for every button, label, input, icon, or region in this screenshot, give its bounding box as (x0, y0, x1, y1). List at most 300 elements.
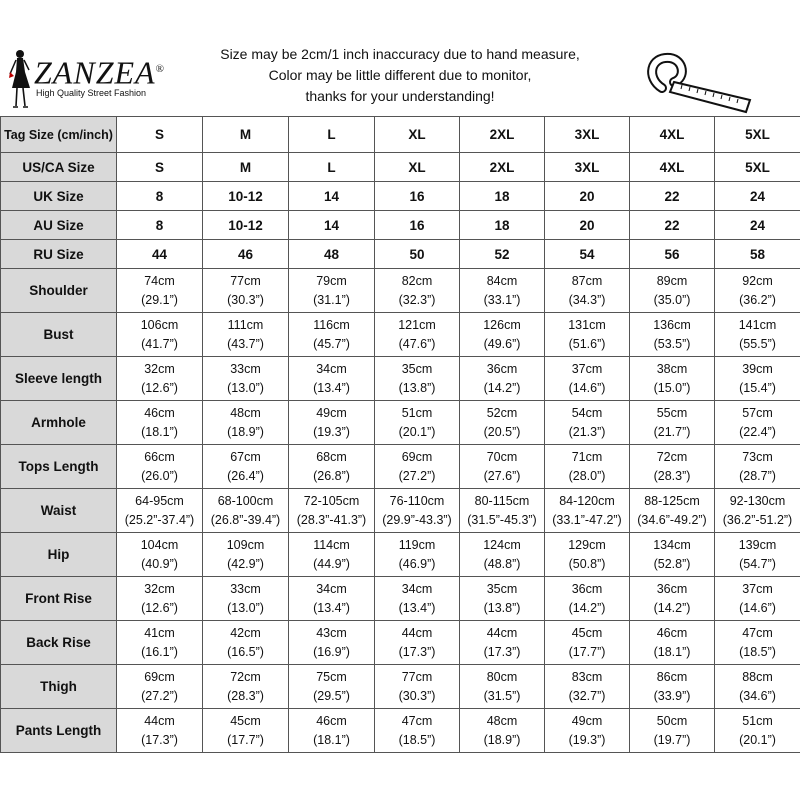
inch-value: (31.1”) (313, 292, 350, 307)
size-cell: 18 (460, 211, 545, 240)
cm-value: 48cm (230, 405, 261, 420)
size-cell: 52 (460, 240, 545, 269)
inch-value: (16.1”) (141, 644, 178, 659)
cm-value: 121cm (398, 317, 436, 332)
size-cell: S (117, 153, 203, 182)
measurement-row (1, 709, 800, 753)
cm-value: 49cm (571, 713, 603, 728)
inch-value: (35.0”) (653, 292, 691, 307)
row-label: Sleeve length (1, 357, 117, 401)
measurement-cell (545, 269, 630, 313)
measurement-cell (375, 269, 460, 313)
measurement-row (1, 357, 800, 401)
measurement-cell (289, 709, 375, 753)
inch-value: (50.8”) (568, 556, 606, 571)
size-cell: 50 (375, 240, 460, 269)
inch-value: (18.5”) (398, 732, 436, 747)
measurement-cell (715, 621, 800, 665)
cm-value: 134cm (653, 537, 691, 552)
row-label: Bust (1, 313, 117, 357)
measurement-cell (460, 445, 545, 489)
inch-value: (12.6”) (141, 600, 178, 615)
size-system-row (1, 117, 800, 153)
size-cell: 56 (630, 240, 715, 269)
inch-value: (13.4”) (313, 600, 350, 615)
cm-value: 43cm (316, 625, 347, 640)
inch-value: (15.4”) (739, 380, 776, 395)
cm-value: 39cm (742, 361, 773, 376)
inch-value: (31.5”) (483, 688, 521, 703)
brand-logo (4, 42, 174, 116)
size-cell: 14 (289, 211, 375, 240)
cm-value: 51cm (401, 405, 433, 420)
notice-line: thanks for your understanding! (305, 88, 495, 104)
inch-value: (36.2”) (739, 292, 776, 307)
brand-wordmark: ZANZEA® (34, 54, 165, 91)
measurement-cell (715, 533, 800, 577)
inch-value: (41.7”) (141, 336, 178, 351)
measurement-row (1, 621, 800, 665)
cm-value: 129cm (568, 537, 606, 552)
measurement-cell (117, 665, 203, 709)
cm-value: 64-95cm (135, 493, 184, 508)
cm-value: 119cm (398, 537, 436, 552)
inch-value: (34.3”) (568, 292, 606, 307)
cm-value: 69cm (144, 669, 175, 684)
measurement-cell (203, 621, 289, 665)
cm-value: 34cm (401, 581, 433, 596)
measurement-cell (375, 445, 460, 489)
size-system-row (1, 211, 800, 240)
measurement-cell (203, 401, 289, 445)
cm-value: 83cm (571, 669, 603, 684)
cm-value: 47cm (742, 625, 773, 640)
cm-value: 124cm (483, 537, 521, 552)
cm-value: 92-130cm (729, 493, 786, 508)
measurement-cell (117, 577, 203, 621)
cm-value: 79cm (316, 273, 347, 288)
inch-value: (17.3”) (141, 732, 178, 747)
inch-value: (13.8”) (398, 380, 436, 395)
cm-value: 41cm (144, 625, 175, 640)
inch-value: (14.2”) (483, 380, 521, 395)
inch-value: (18.9”) (227, 424, 264, 439)
measurement-cell (460, 577, 545, 621)
cm-value: 44cm (486, 625, 518, 640)
measurement-cell (545, 709, 630, 753)
size-cell: 46 (203, 240, 289, 269)
size-cell: 5XL (715, 117, 800, 153)
inch-value: (29.9”-43.3”) (382, 512, 452, 527)
cm-value: 45cm (230, 713, 261, 728)
inch-value: (55.5”) (739, 336, 776, 351)
measurement-row (1, 313, 800, 357)
inch-value: (27.6”) (483, 468, 521, 483)
cm-value: 57cm (742, 405, 773, 420)
inch-value: (26.0”) (141, 468, 178, 483)
cm-value: 82cm (401, 273, 433, 288)
cm-value: 72-105cm (303, 493, 360, 508)
inch-value: (13.4”) (398, 600, 436, 615)
inch-value: (40.9”) (141, 556, 178, 571)
measurement-cell (630, 489, 715, 533)
inch-value: (33.1”-47.2”) (552, 512, 622, 527)
inch-value: (26.8”-39.4”) (210, 512, 281, 527)
cm-value: 141cm (738, 317, 777, 332)
inch-value: (17.3”) (398, 644, 436, 659)
inch-value: (18.1”) (313, 732, 350, 747)
size-cell: 18 (460, 182, 545, 211)
measurement-cell (460, 401, 545, 445)
cm-value: 111cm (227, 317, 264, 332)
measurement-cell (715, 577, 800, 621)
row-label: AU Size (1, 211, 117, 240)
measurement-cell (545, 533, 630, 577)
inch-value: (14.6”) (568, 380, 606, 395)
inch-value: (30.3”) (398, 688, 436, 703)
cm-value: 71cm (571, 449, 603, 464)
size-cell: 10-12 (203, 211, 289, 240)
tape-measure-icon (640, 48, 760, 114)
row-label: Tag Size (cm/inch) (1, 117, 117, 153)
inch-value: (25.2”-37.4”) (124, 512, 195, 527)
measurement-cell (715, 357, 800, 401)
cm-value: 67cm (230, 449, 261, 464)
measurement-cell (630, 313, 715, 357)
cm-value: 48cm (486, 713, 518, 728)
cm-value: 32cm (144, 581, 175, 596)
inch-value: (18.9”) (483, 732, 521, 747)
measurement-cell (460, 357, 545, 401)
cm-value: 45cm (571, 625, 603, 640)
cm-value: 69cm (401, 449, 433, 464)
inch-value: (34.6”-49.2”) (637, 512, 707, 527)
inch-value: (36.2”-51.2”) (722, 512, 793, 527)
cm-value: 52cm (486, 405, 518, 420)
row-label: Thigh (1, 665, 117, 709)
size-cell: 4XL (630, 153, 715, 182)
measurement-cell (460, 313, 545, 357)
measurement-cell (203, 489, 289, 533)
inch-value: (28.3”) (227, 688, 264, 703)
inch-value: (17.7”) (568, 644, 606, 659)
cm-value: 66cm (144, 449, 175, 464)
measurement-cell (203, 665, 289, 709)
inch-value: (47.6”) (398, 336, 436, 351)
notice-line: Color may be little different due to monitor, (268, 67, 532, 83)
size-cell: 8 (117, 211, 203, 240)
brand-tagline: High Quality Street Fashion (36, 88, 147, 98)
measurement-cell (289, 269, 375, 313)
cm-value: 77cm (230, 273, 261, 288)
inch-value: (13.4”) (313, 380, 350, 395)
inch-value: (19.3”) (568, 732, 606, 747)
measurement-row (1, 577, 800, 621)
inch-value: (18.5”) (739, 644, 776, 659)
measurement-cell (460, 489, 545, 533)
measurement-cell (545, 577, 630, 621)
size-cell: 58 (715, 240, 800, 269)
cm-value: 73cm (742, 449, 773, 464)
inch-value: (17.7”) (227, 732, 264, 747)
measurement-cell (289, 313, 375, 357)
cm-value: 87cm (571, 273, 603, 288)
cm-value: 54cm (571, 405, 603, 420)
row-label: US/CA Size (1, 153, 117, 182)
size-cell: 22 (630, 211, 715, 240)
row-label: Armhole (1, 401, 117, 445)
measurement-cell (460, 709, 545, 753)
measurement-cell (630, 357, 715, 401)
size-cell: 20 (545, 211, 630, 240)
cm-value: 74cm (144, 273, 175, 288)
cm-value: 46cm (144, 405, 175, 420)
size-system-row (1, 182, 800, 211)
inch-value: (14.6”) (739, 600, 776, 615)
inch-value: (43.7”) (227, 336, 264, 351)
cm-value: 37cm (571, 361, 603, 376)
cm-value: 42cm (230, 625, 261, 640)
size-cell: 44 (117, 240, 203, 269)
cm-value: 88cm (742, 669, 773, 684)
inch-value: (22.4”) (739, 424, 776, 439)
cm-value: 126cm (483, 317, 521, 332)
row-label: RU Size (1, 240, 117, 269)
inch-value: (13.0”) (227, 380, 264, 395)
measurement-cell (715, 445, 800, 489)
cm-value: 136cm (653, 317, 691, 332)
measurement-cell (545, 665, 630, 709)
measurement-cell (117, 533, 203, 577)
row-label: Shoulder (1, 269, 117, 313)
measurement-cell (630, 709, 715, 753)
size-cell: 2XL (460, 153, 545, 182)
measurement-cell (289, 577, 375, 621)
size-cell: 24 (715, 182, 800, 211)
inch-value: (18.1”) (653, 644, 691, 659)
inch-value: (20.1”) (739, 732, 776, 747)
cm-value: 75cm (316, 669, 347, 684)
cm-value: 49cm (316, 405, 347, 420)
inch-value: (20.1”) (398, 424, 436, 439)
cm-value: 68cm (316, 449, 347, 464)
cm-value: 84-120cm (559, 493, 615, 508)
measurement-cell (289, 665, 375, 709)
size-cell: 48 (289, 240, 375, 269)
measurement-cell (460, 621, 545, 665)
measurement-row (1, 533, 800, 577)
measurement-row (1, 401, 800, 445)
size-cell: 3XL (545, 117, 630, 153)
inch-value: (27.2”) (398, 468, 436, 483)
measurement-cell (375, 489, 460, 533)
cm-value: 109cm (226, 537, 265, 552)
cm-value: 72cm (230, 669, 261, 684)
measurement-cell (375, 401, 460, 445)
row-label: Tops Length (1, 445, 117, 489)
cm-value: 36cm (486, 361, 518, 376)
measurement-cell (545, 445, 630, 489)
cm-value: 114cm (313, 537, 350, 552)
measurement-row (1, 489, 800, 533)
size-cell: 5XL (715, 153, 800, 182)
inch-value: (44.9”) (313, 556, 350, 571)
inch-value: (27.2”) (141, 688, 178, 703)
cm-value: 36cm (571, 581, 603, 596)
measurement-cell (715, 401, 800, 445)
measurement-cell (545, 621, 630, 665)
inch-value: (26.8”) (313, 468, 350, 483)
size-cell: 2XL (460, 117, 545, 153)
cm-value: 47cm (401, 713, 433, 728)
cm-value: 51cm (742, 713, 773, 728)
inch-value: (54.7”) (739, 556, 776, 571)
measurement-cell (715, 665, 800, 709)
cm-value: 84cm (486, 273, 518, 288)
cm-value: 38cm (656, 361, 688, 376)
cm-value: 104cm (140, 537, 179, 552)
measurement-row (1, 665, 800, 709)
cm-value: 72cm (656, 449, 688, 464)
cm-value: 80cm (486, 669, 518, 684)
cm-value: 44cm (144, 713, 175, 728)
size-cell: M (203, 117, 289, 153)
size-system-row (1, 240, 800, 269)
size-cell: L (289, 153, 375, 182)
cm-value: 77cm (401, 669, 433, 684)
inch-value: (33.9”) (653, 688, 691, 703)
measurement-cell (375, 357, 460, 401)
measurement-cell (289, 489, 375, 533)
measurement-cell (289, 357, 375, 401)
row-label: Hip (1, 533, 117, 577)
inch-value: (18.1”) (141, 424, 178, 439)
inch-value: (29.5”) (313, 688, 350, 703)
inch-value: (53.5”) (653, 336, 691, 351)
inch-value: (34.6”) (739, 688, 776, 703)
measurement-cell (117, 357, 203, 401)
inch-value: (12.6”) (141, 380, 178, 395)
cm-value: 46cm (316, 713, 347, 728)
measurement-cell (715, 313, 800, 357)
cm-value: 34cm (316, 581, 347, 596)
cm-value: 46cm (656, 625, 688, 640)
inch-value: (32.3”) (398, 292, 436, 307)
chart-header (0, 42, 800, 116)
cm-value: 70cm (486, 449, 518, 464)
cm-value: 33cm (230, 581, 261, 596)
cm-value: 55cm (656, 405, 688, 420)
inch-value: (14.2”) (568, 600, 606, 615)
size-table (0, 116, 800, 753)
cm-value: 106cm (140, 317, 179, 332)
measurement-cell (545, 489, 630, 533)
row-label: Back Rise (1, 621, 117, 665)
row-label: Pants Length (1, 709, 117, 753)
inch-value: (17.3”) (483, 644, 521, 659)
cm-value: 92cm (742, 273, 773, 288)
measurement-cell (630, 269, 715, 313)
row-label: Waist (1, 489, 117, 533)
row-label: UK Size (1, 182, 117, 211)
inch-value: (33.1”) (483, 292, 521, 307)
inch-value: (21.3”) (568, 424, 606, 439)
size-cell: 10-12 (203, 182, 289, 211)
inch-value: (19.3”) (313, 424, 350, 439)
measurement-cell (715, 709, 800, 753)
cm-value: 34cm (316, 361, 347, 376)
inch-value: (20.5”) (483, 424, 521, 439)
size-cell: 4XL (630, 117, 715, 153)
size-cell: 20 (545, 182, 630, 211)
cm-value: 36cm (656, 581, 688, 596)
cm-value: 116cm (313, 317, 350, 332)
inch-value: (16.5”) (227, 644, 264, 659)
size-cell: 8 (117, 182, 203, 211)
measurement-cell (460, 665, 545, 709)
inch-value: (15.0”) (653, 380, 691, 395)
inch-value: (46.9”) (398, 556, 436, 571)
cm-value: 35cm (486, 581, 518, 596)
cm-value: 89cm (656, 273, 688, 288)
inch-value: (26.4”) (227, 468, 264, 483)
cm-value: 35cm (401, 361, 433, 376)
inch-value: (19.7”) (653, 732, 691, 747)
measurement-cell (203, 357, 289, 401)
inch-value: (49.6”) (483, 336, 521, 351)
measurement-cell (545, 401, 630, 445)
measurement-cell (715, 269, 800, 313)
measurement-cell (545, 313, 630, 357)
measurement-notice (190, 44, 610, 107)
measurement-cell (203, 313, 289, 357)
measurement-cell (117, 621, 203, 665)
size-cell: XL (375, 153, 460, 182)
size-cell: XL (375, 117, 460, 153)
measurement-cell (460, 533, 545, 577)
inch-value: (21.7”) (653, 424, 691, 439)
inch-value: (29.1”) (141, 292, 178, 307)
inch-value: (28.3”-41.3”) (296, 512, 367, 527)
measurement-cell (117, 313, 203, 357)
measurement-row (1, 269, 800, 313)
size-system-row (1, 153, 800, 182)
measurement-cell (630, 665, 715, 709)
measurement-cell (203, 709, 289, 753)
cm-value: 80-115cm (474, 493, 530, 508)
size-cell: 14 (289, 182, 375, 211)
measurement-cell (630, 445, 715, 489)
size-cell: L (289, 117, 375, 153)
measurement-cell (289, 533, 375, 577)
row-label: Front Rise (1, 577, 117, 621)
measurement-cell (460, 269, 545, 313)
measurement-cell (375, 665, 460, 709)
inch-value: (13.0”) (227, 600, 264, 615)
measurement-cell (289, 445, 375, 489)
cm-value: 33cm (230, 361, 261, 376)
size-cell: 16 (375, 211, 460, 240)
measurement-cell (117, 489, 203, 533)
measurement-cell (630, 401, 715, 445)
size-cell: 54 (545, 240, 630, 269)
measurement-cell (203, 533, 289, 577)
inch-value: (31.5”-45.3”) (467, 512, 537, 527)
cm-value: 50cm (656, 713, 688, 728)
measurement-cell (630, 533, 715, 577)
measurement-cell (203, 269, 289, 313)
cm-value: 76-110cm (389, 493, 445, 508)
